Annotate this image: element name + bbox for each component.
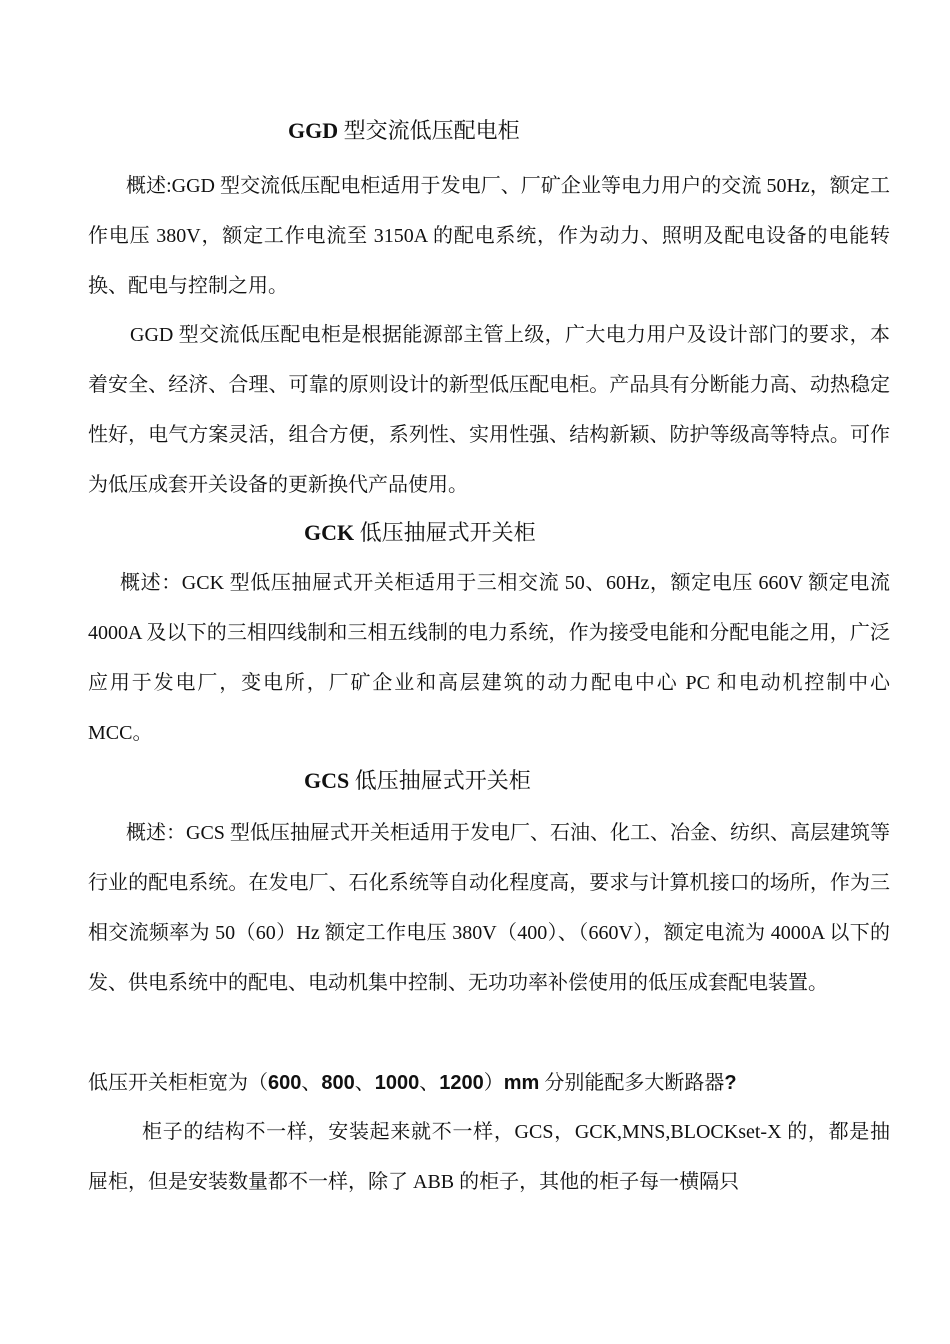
paragraph-ggd-overview: 概述:GGD 型交流低压配电柜适用于发电厂、厂矿企业等电力用户的交流 50Hz，额定工作电压 380V，额定工作电流至 3150A 的配电系统，作为动力、照明及配电设备的电能转换、配电与控制之用。	[88, 175, 890, 297]
section-title-gck	[304, 518, 536, 548]
section-title-code: GGD	[288, 118, 339, 143]
section-title-text: 低压抽屉式开关柜	[349, 768, 531, 793]
section-title-text: 型交流低压配电柜	[338, 118, 520, 143]
section-title-ggd	[288, 116, 520, 146]
paragraph-gcs-overview: 概述：GCS 型低压抽屉式开关柜适用于发电厂、石油、化工、冶金、纺织、高层建筑等行业的配电系统。在发电厂、石化系统等自动化程度高，要求与计算机接口的场所，作为三相交流频率为 50（60）Hz 额定工作电压 380V（400）、（660V），额定电流为 4000A 以下的发、供电系统中的配电、电动机集中控制、无功功率补偿使用的低压成套配电装置。	[88, 822, 890, 994]
section-title-gcs	[304, 766, 531, 796]
section-title-code: GCK	[304, 520, 355, 545]
section-title-text: 低压抽屉式开关柜	[354, 520, 536, 545]
paragraph-ggd-description: GGD 型交流低压配电柜是根据能源部主管上级，广大电力用户及设计部门的要求，本着安全、经济、合理、可靠的原则设计的新型低压配电柜。产品具有分断能力高、动热稳定性好，电气方案灵活，组合方便，系列性、实用性强、结构新颖、防护等级高等特点。可作为低压成套开关设备的更新换代产品使用。	[88, 324, 890, 496]
paragraph-answer: 柜子的结构不一样，安装起来就不一样，GCS，GCK,MNS,BLOCKset-X 的，都是抽屉柜，但是安装数量都不一样，除了 ABB 的柜子，其他的柜子每一横隔只	[88, 1121, 890, 1193]
question-heading: 低压开关柜柜宽为（600、800、1000、1200）mm 分别能配多大断路器?	[88, 1072, 737, 1094]
paragraph-gck-overview: 概述：GCK 型低压抽屉式开关柜适用于三相交流 50、60Hz，额定电压 660V 额定电流 4000A 及以下的三相四线制和三相五线制的电力系统，作为接受电能和分配电能之用，广泛应用于发电厂，变电所，厂矿企业和高层建筑的动力配电中心 PC 和电动机控制中心 MCC。	[88, 572, 890, 744]
section-title-code: GCS	[304, 768, 350, 793]
